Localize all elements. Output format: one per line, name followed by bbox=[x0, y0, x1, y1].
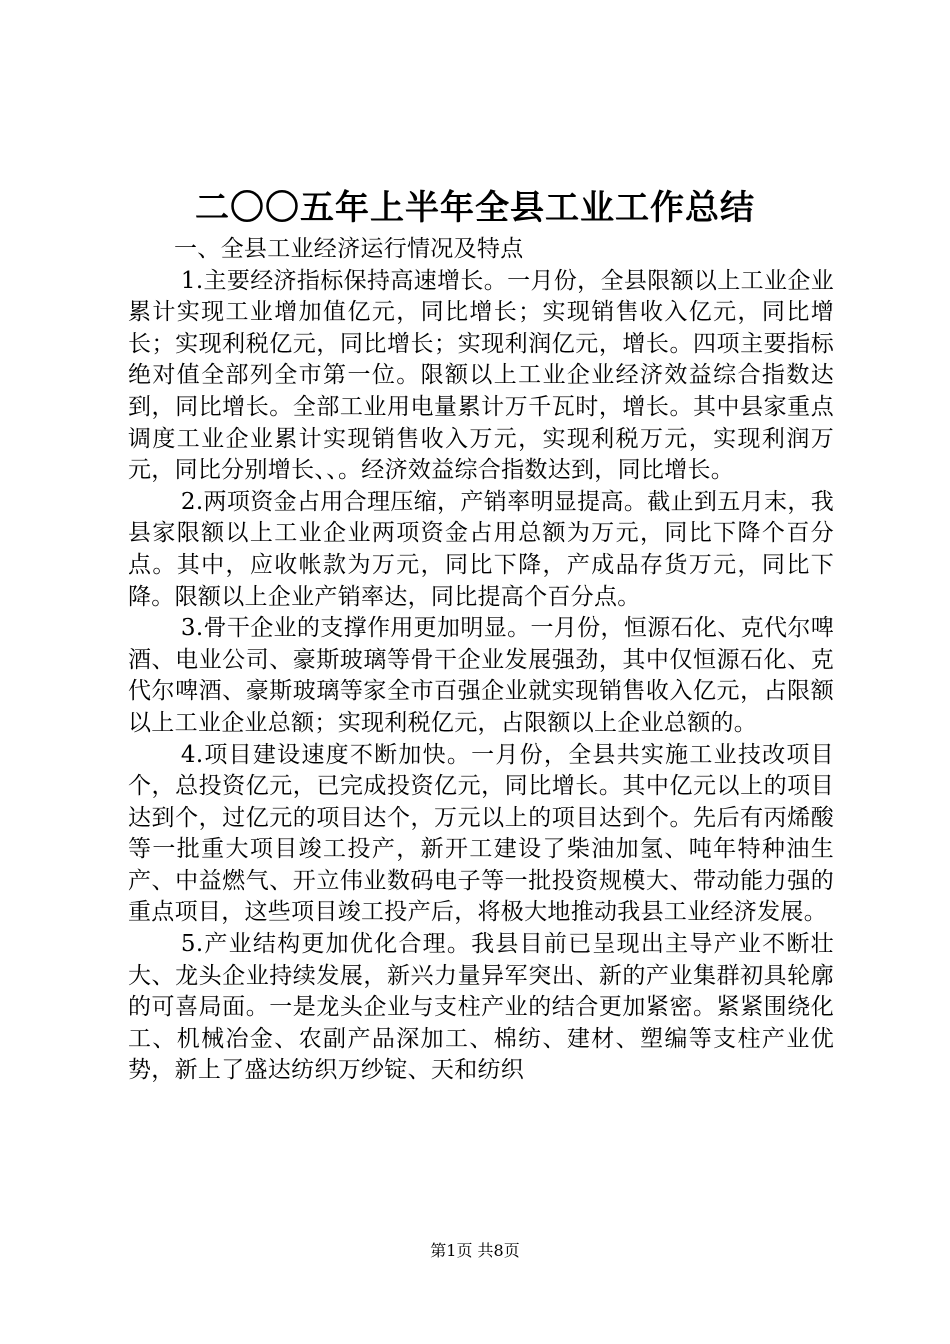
section-heading: 一、全县工业经济运行情况及特点 bbox=[174, 236, 524, 262]
document-body bbox=[128, 234, 834, 1087]
paragraph-4: 4.项目建设速度不断加快。一月份，全县共实施工业技改项目个，总投资亿元，已完成投资亿元，同比增长。其中亿元以上的项目达到个，过亿元的项目达个，万元以上的项目达到个。先后有丙烯酸等一批重大项目竣工投产，新开工建设了柴油加氢、吨年特种油生产、中益燃气、开立伟业数码电子等一批投资规模大、带动能力强的重点项目，这些项目竣工投产后，将极大地推动我县工业经济发展。 bbox=[128, 741, 834, 926]
page-footer bbox=[0, 1240, 950, 1262]
paragraph-2: 2.两项资金占用合理压缩，产销率明显提高。截止到五月末，我县家限额以上工业企业两项资金占用总额为万元，同比下降个百分点。其中，应收帐款为万元，同比下降，产成品存货万元，同比下降。限额以上企业产销率达，同比提高个百分点。 bbox=[128, 488, 834, 610]
document-title: 二〇〇五年上半年全县工业工作总结 bbox=[195, 188, 755, 228]
paragraph-3: 3.骨干企业的支撑作用更加明显。一月份，恒源石化、克代尔啤酒、电业公司、豪斯玻璃等骨干企业发展强劲，其中仅恒源石化、克代尔啤酒、豪斯玻璃等家全市百强企业就实现销售收入亿元，占限额以上工业企业总额；实现利税亿元，占限额以上企业总额的。 bbox=[128, 615, 834, 736]
paragraph-5: 5.产业结构更加优化合理。我县目前已呈现出主导产业不断壮大、龙头企业持续发展，新兴力量异军突出、新的产业集群初具轮廓的可喜局面。一是龙头企业与支柱产业的结合更加紧密。紧紧围绕化工、机械冶金、农副产品深加工、棉纺、建材、塑编等支柱产业优势，新上了盛达纺织万纱锭、天和纺织 bbox=[128, 931, 834, 1084]
page-indicator: 第1页 共8页 bbox=[430, 1241, 520, 1260]
paragraph-1: 1.主要经济指标保持高速增长。一月份，全县限额以上工业企业累计实现工业增加值亿元，同比增长；实现销售收入亿元，同比增长；实现利税亿元，同比增长；实现利润亿元，增长。四项主要指标绝对值全部列全市第一位。限额以上工业企业经济效益综合指数达到，同比增长。全部工业用电量累计万千瓦时，增长。其中县家重点调度工业企业累计实现销售收入万元，实现利税万元，实现利润万元，同比分别增长、、。经济效益综合指数达到，同比增长。 bbox=[128, 267, 834, 484]
